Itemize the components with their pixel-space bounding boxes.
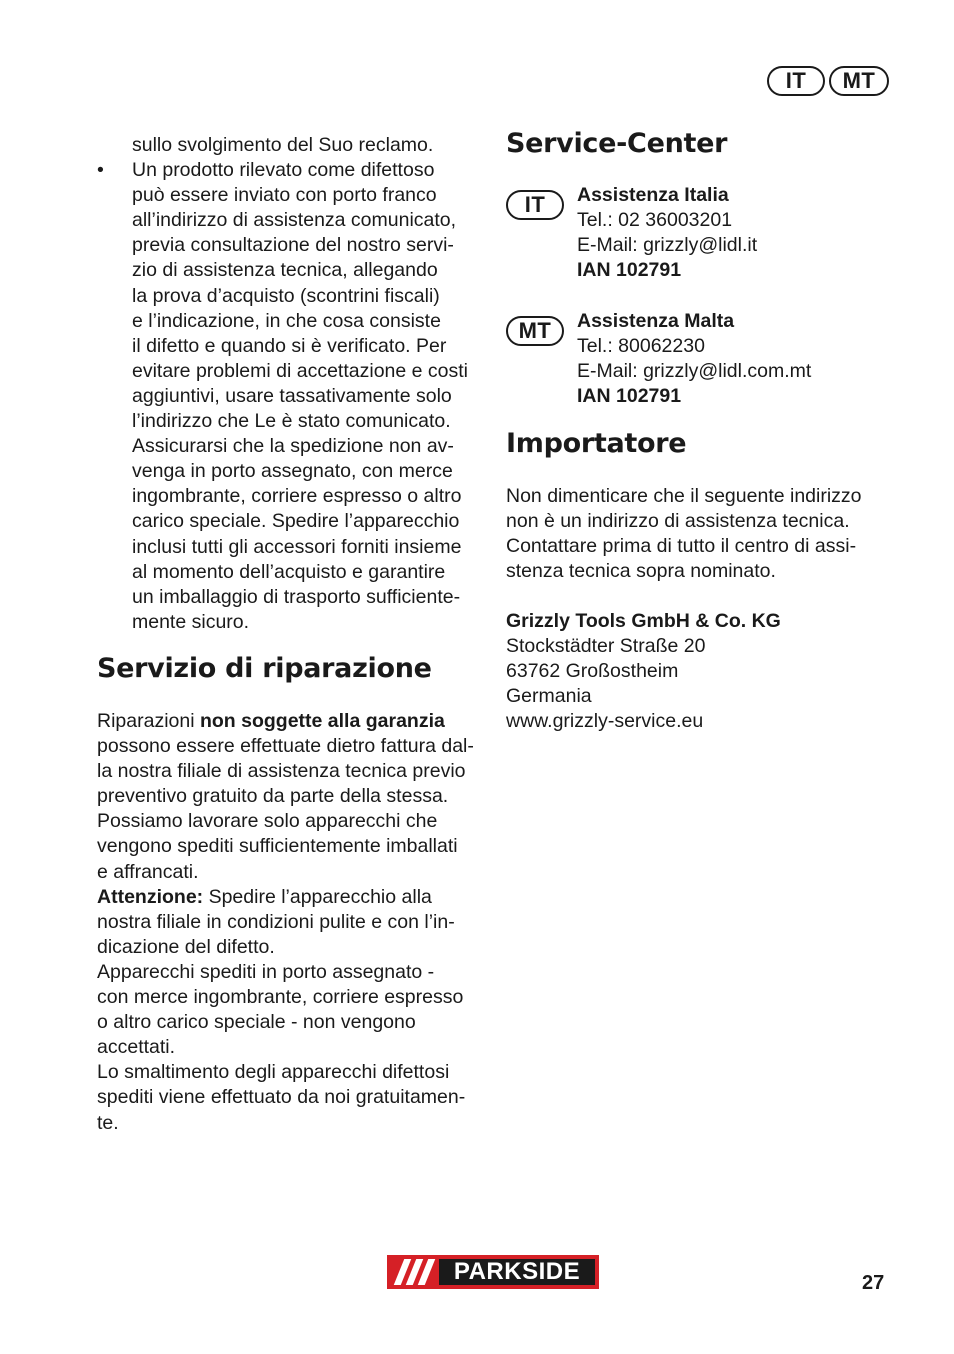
contact-name: Assistenza Malta	[577, 310, 735, 332]
attention-line: te.	[97, 1111, 119, 1134]
bullet-line: mente sicuro.	[132, 610, 250, 633]
bullet-line: Assicurarsi che la spedizione non av-	[132, 435, 454, 458]
attention-line: spediti viene effettuato da noi gratuitamen-	[97, 1086, 466, 1109]
attention-first: Spedire l’apparecchio alla	[203, 885, 432, 908]
parkside-logo	[387, 1255, 599, 1289]
contact-badge-mt: MT	[506, 316, 564, 346]
importer-note-line: stenza tecnica sopra nominato.	[506, 560, 776, 583]
contact-tel: Tel.: 80062230	[577, 335, 705, 358]
bullet-line: un imballaggio di trasporto sufficiente-	[132, 585, 461, 608]
bullet-icon: •	[97, 159, 104, 182]
contact-tel: Tel.: 02 36003201	[577, 209, 733, 232]
importer-heading: Importatore	[506, 428, 687, 459]
bullet-line: evitare problemi di accettazione e costi	[132, 359, 469, 382]
attention-line: Lo smaltimento degli apparecchi difettosi	[97, 1061, 450, 1084]
bullet-line: Un prodotto rilevato come difettoso	[132, 159, 435, 182]
attention-line: o altro carico speciale - non vengono	[97, 1011, 416, 1034]
attention-line: nostra filiale in condizioni pulite e con l’in-	[97, 910, 455, 933]
attention-label: Attenzione:	[97, 885, 204, 908]
address-line: Stockstädter Straße 20	[506, 635, 706, 658]
logo-slashes-icon	[387, 1255, 439, 1289]
bullet-line: il difetto e quando si è verificato. Per	[132, 334, 447, 357]
importer-note-line: non è un indirizzo di assistenza tecnica.	[506, 510, 850, 533]
repair-line: possono essere effettuate dietro fattura dal-	[97, 735, 474, 758]
contact-ian: IAN 102791	[577, 385, 682, 408]
intro-line: sullo svolgimento del Suo reclamo.	[132, 134, 434, 156]
repair-line: vengono spediti sufficientemente imballati	[97, 835, 458, 858]
page-number: 27	[862, 1272, 885, 1294]
service-center-heading: Service-Center	[506, 128, 728, 159]
bullet-line: e l’indicazione, in che cosa consiste	[132, 309, 441, 332]
repair-intro	[97, 709, 497, 734]
repair-line: Possiamo lavorare solo apparecchi che	[97, 810, 438, 833]
repair-line: preventivo gratuito da parte della stessa.	[97, 785, 449, 808]
left-column	[97, 133, 487, 635]
contact-email: E-Mail: grizzly@lidl.it	[577, 234, 758, 257]
bullet-line: può essere inviato con porto franco	[132, 184, 437, 207]
attention-line: accettati.	[97, 1036, 176, 1059]
bullet-line: previa consultazione del nostro servi-	[132, 234, 454, 257]
importer-note-line: Non dimenticare che il seguente indirizzo	[506, 485, 862, 507]
company-name: Grizzly Tools GmbH & Co. KG	[506, 610, 781, 632]
lang-badge-it: IT	[767, 66, 825, 96]
logo-wordmark: PARKSIDE	[439, 1259, 595, 1285]
importer-note-line: Contattare prima di tutto il centro di assi-	[506, 535, 857, 558]
attention-line: con merce ingombrante, corriere espresso	[97, 986, 464, 1009]
attention-line: Apparecchi spediti in porto assegnato -	[97, 960, 435, 983]
bullet-line: ingombrante, corriere espresso o altro	[132, 485, 462, 508]
bullet-line: zio di assistenza tecnica, allegando	[132, 259, 438, 282]
repair-heading: Servizio di riparazione	[97, 653, 432, 684]
importer-note	[506, 484, 906, 584]
address-line: 63762 Großostheim	[506, 660, 679, 683]
bullet-line: carico speciale. Spedire l’apparecchio	[132, 510, 460, 533]
bullet-line: aggiuntivi, usare tassativamente solo	[132, 384, 452, 407]
contact-ian: IAN 102791	[577, 259, 682, 282]
bullet-line: venga in porto assegnato, con merce	[132, 460, 453, 483]
contact-name: Assistenza Italia	[577, 184, 729, 206]
bullet-line: la prova d’acquisto (scontrini fiscali)	[132, 284, 440, 307]
repair-body	[97, 709, 497, 1136]
website-link[interactable]: www.grizzly-service.eu	[506, 710, 704, 733]
repair-intro-prefix: Riparazioni	[97, 710, 200, 732]
importer-address	[506, 609, 906, 734]
contact-badge-it: IT	[506, 190, 564, 220]
bullet-line: l’indirizzo che Le è stato comunicato.	[132, 410, 451, 433]
contact-malta	[577, 309, 897, 409]
bullet-line: inclusi tutti gli accessori forniti insieme	[132, 535, 462, 558]
contact-email: E-Mail: grizzly@lidl.com.mt	[577, 360, 812, 383]
repair-intro-bold: non soggette alla garanzia	[199, 710, 445, 732]
bullet-line: all’indirizzo di assistenza comunicato,	[132, 209, 457, 232]
repair-line: e affrancati.	[97, 860, 199, 883]
lang-badge-mt: MT	[829, 66, 889, 96]
attention-line	[97, 885, 497, 910]
attention-line: dicazione del difetto.	[97, 935, 275, 958]
bullet-line: al momento dell’acquisto e garantire	[132, 560, 446, 583]
bullet-item	[97, 158, 487, 635]
address-line: Germania	[506, 685, 592, 708]
repair-line: la nostra filiale di assistenza tecnica previo	[97, 760, 466, 783]
contact-italia	[577, 183, 897, 283]
